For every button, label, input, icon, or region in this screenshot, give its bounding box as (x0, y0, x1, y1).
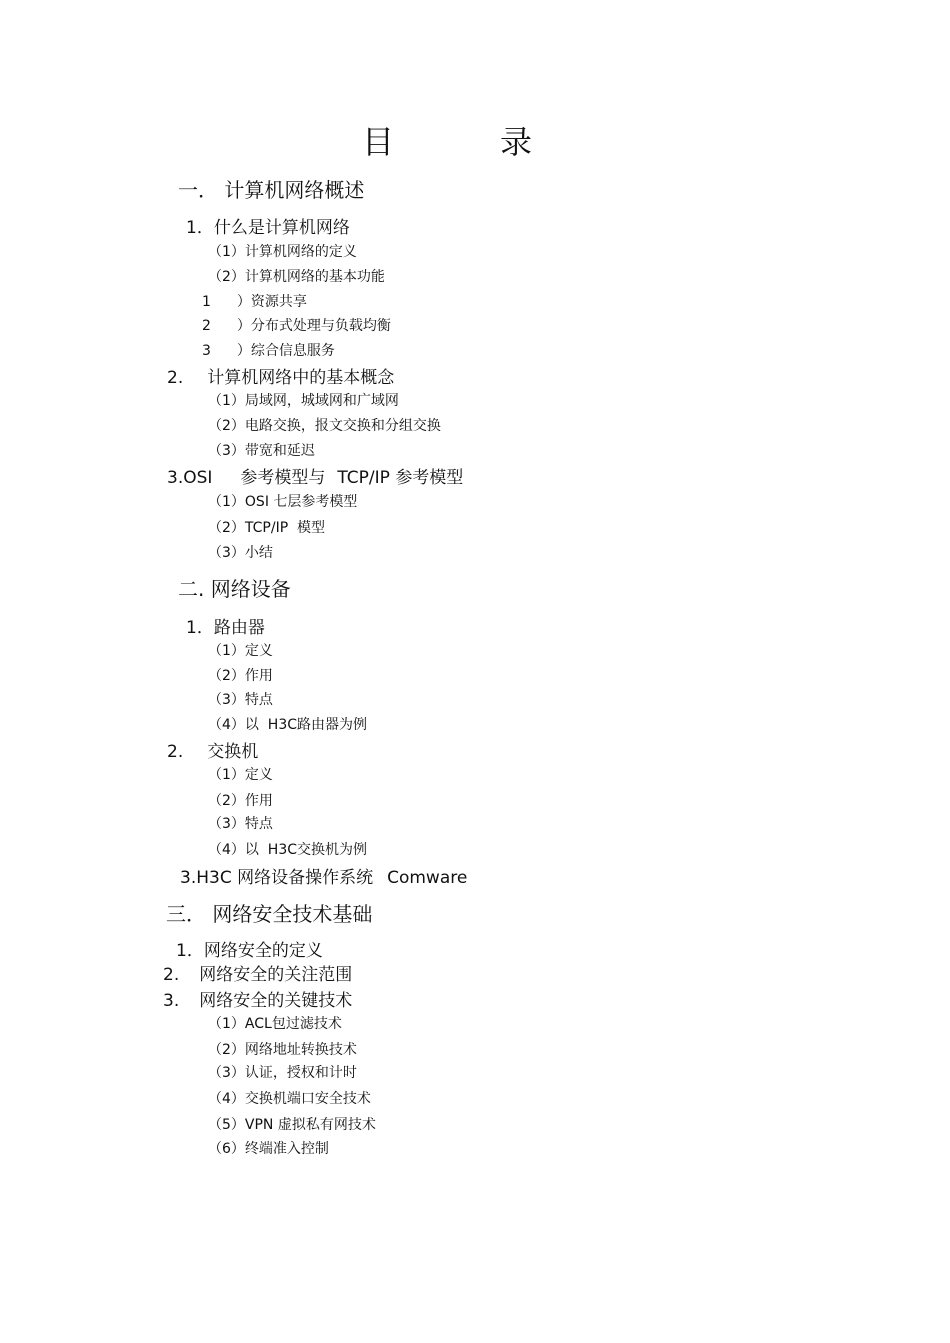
toc-entry-text-2: Comware (387, 868, 468, 888)
toc-subentry[interactable]: （1）定义 (208, 767, 273, 783)
toc-subentry[interactable]: （1）局域网，城域网和广域网 (208, 393, 399, 409)
toc-subentry[interactable]: （3）特点 (208, 816, 273, 832)
toc-entry-text: 3.H3C 网络设备操作系统 (180, 868, 374, 888)
toc-entry-1-3[interactable] (167, 467, 463, 489)
section-heading-2[interactable]: 二. 网络设备 (178, 577, 291, 601)
toc-entry-text: 网络安全的关键技术 (199, 991, 353, 1011)
toc-point[interactable] (202, 316, 391, 336)
toc-point-number: 3 (202, 343, 211, 359)
toc-subentry[interactable]: （3）特点 (208, 692, 273, 708)
toc-entry-3-2[interactable] (163, 964, 352, 986)
toc-entry-text-2: TCP/IP 参考模型 (337, 468, 464, 488)
toc-entry-number: 3.OSI (167, 468, 213, 488)
toc-subentry[interactable]: （3）认证，授权和计时 (208, 1065, 357, 1081)
toc-subentry[interactable]: （3）带宽和延迟 (208, 443, 315, 459)
toc-entry-1-2[interactable] (167, 367, 394, 389)
toc-subentry[interactable]: （1）计算机网络的定义 (208, 244, 357, 260)
toc-entry-text: 网络安全的关注范围 (199, 965, 353, 985)
toc-point-number: 2 (202, 318, 211, 334)
toc-subentry[interactable]: （5）VPN 虚拟私有网技术 (208, 1117, 376, 1133)
toc-entry-1-1[interactable]: 1．什么是计算机网络 (186, 218, 350, 238)
toc-subentry[interactable]: （2）作用 (208, 668, 273, 684)
toc-subentry[interactable]: （4）交换机端口安全技术 (208, 1091, 371, 1107)
toc-subentry[interactable]: （3）小结 (208, 545, 273, 561)
toc-entry-3-1[interactable]: 1．网络安全的定义 (176, 941, 323, 961)
toc-entry-2-3[interactable] (180, 867, 467, 889)
toc-subentry[interactable]: （6）终端准入控制 (208, 1141, 329, 1157)
toc-entry-number: 2. (163, 965, 180, 985)
toc-entry-number: 2. (167, 368, 184, 388)
toc-subentry[interactable]: （1）定义 (208, 643, 273, 659)
toc-entry-number: 2. (167, 742, 184, 762)
toc-point[interactable] (202, 341, 335, 361)
toc-entry-text: 计算机网络中的基本概念 (207, 368, 395, 388)
toc-subentry[interactable]: （1）ACL包过滤技术 (208, 1016, 342, 1032)
toc-entry-3-3[interactable] (163, 990, 352, 1012)
toc-entry-text: 交换机 (207, 742, 259, 762)
section-heading-1[interactable]: 一． 计算机网络概述 (178, 178, 365, 202)
toc-subentry[interactable]: （4）以 H3C路由器为例 (208, 717, 368, 733)
toc-entry-number: 3. (163, 991, 180, 1011)
toc-subentry[interactable]: （2）作用 (208, 793, 273, 809)
toc-entry-2-2[interactable] (167, 741, 258, 763)
toc-subentry[interactable]: （2）TCP/IP 模型 (208, 520, 326, 536)
toc-subentry[interactable]: （1）OSI 七层参考模型 (208, 494, 358, 510)
toc-point-text: ）分布式处理与负载均衡 (236, 318, 391, 334)
toc-entry-text: 参考模型与 (240, 468, 326, 488)
toc-point-text: ）资源共享 (236, 294, 307, 310)
toc-subentry[interactable]: （2）计算机网络的基本功能 (208, 269, 385, 285)
toc-title (0, 122, 950, 166)
toc-entry-2-1[interactable]: 1．路由器 (186, 618, 265, 638)
toc-point[interactable] (202, 292, 307, 312)
section-heading-3[interactable]: 三． 网络安全技术基础 (166, 902, 373, 926)
toc-title-char-2: 录 (500, 123, 533, 161)
toc-subentry[interactable]: （2）电路交换，报文交换和分组交换 (208, 418, 441, 434)
toc-subentry[interactable]: （2）网络地址转换技术 (208, 1042, 357, 1058)
toc-point-text: ）综合信息服务 (236, 343, 335, 359)
toc-title-char-1: 目 (362, 123, 395, 161)
toc-point-number: 1 (202, 294, 211, 310)
toc-subentry[interactable]: （4）以 H3C交换机为例 (208, 842, 368, 858)
